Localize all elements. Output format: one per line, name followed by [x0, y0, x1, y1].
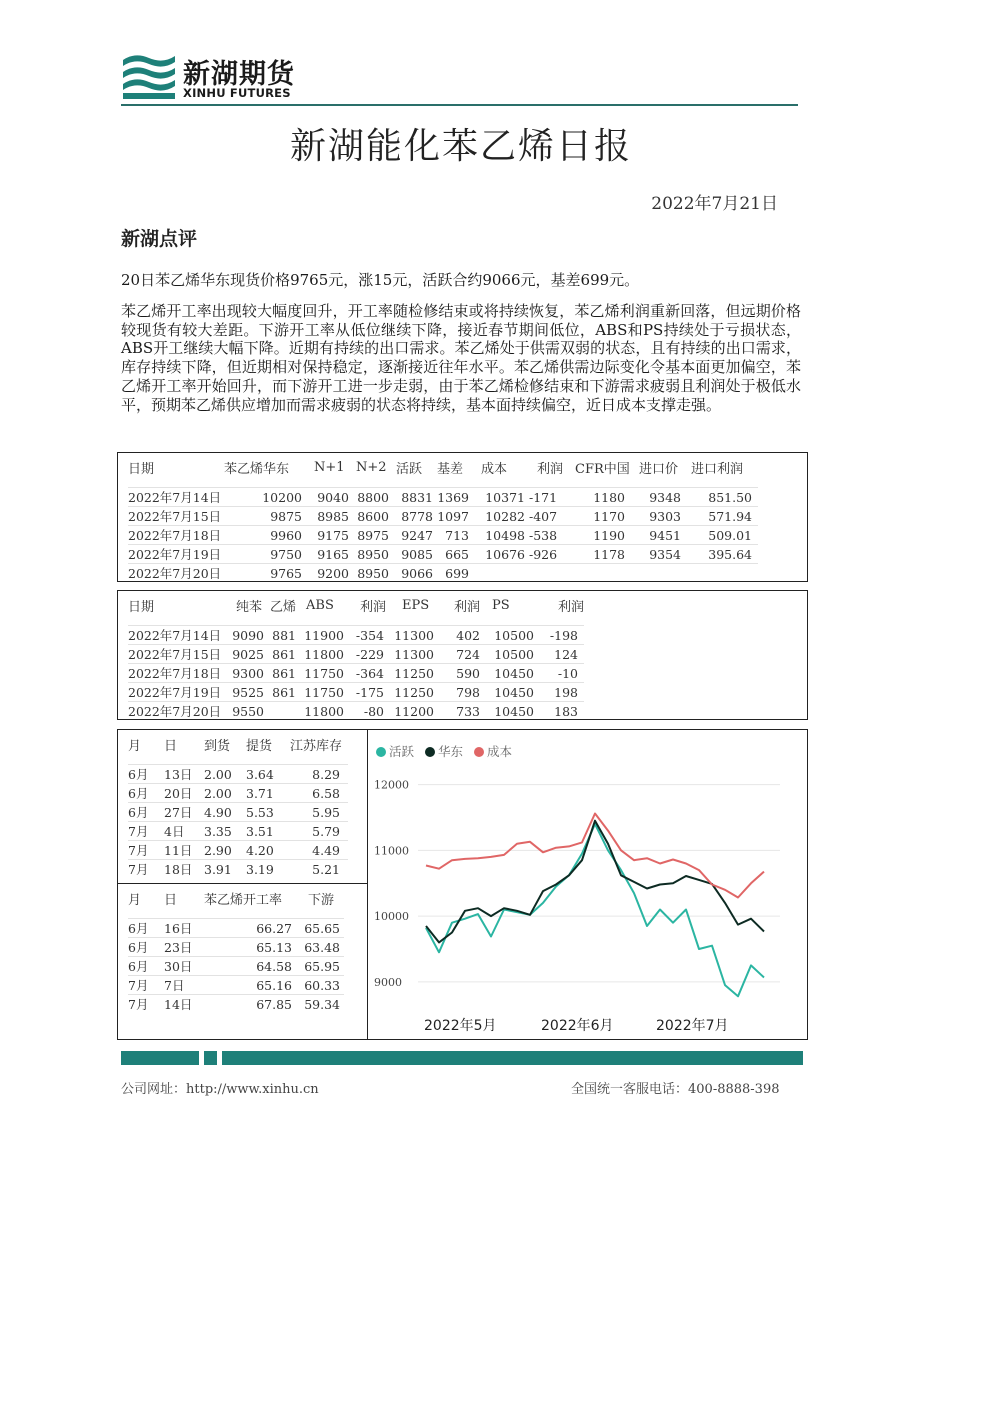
- table-cell: 851.50: [687, 488, 758, 507]
- table-row: [128, 765, 348, 784]
- table-cell: 2022年7月18日: [128, 664, 224, 683]
- table-cell: 9875: [224, 507, 308, 526]
- header-cell: 月: [128, 738, 142, 754]
- y-tick-label: 10000: [374, 910, 409, 924]
- table-cell: 11750: [302, 683, 348, 702]
- table-cell: 10371: [473, 488, 529, 507]
- table-cell: 2022年7月18日: [128, 526, 224, 545]
- table-cell: 2022年7月14日: [128, 488, 224, 507]
- table-cell: 571.94: [687, 507, 758, 526]
- table-cell: 11200: [394, 703, 434, 719]
- table-cell: 4.49: [284, 841, 348, 860]
- table-cell: 11800: [302, 645, 348, 664]
- table-cell: -364: [348, 664, 390, 683]
- header-cell: 苯乙烯华东: [224, 461, 290, 477]
- table-cell: 6月: [128, 938, 164, 957]
- table-cell: 124: [538, 645, 584, 664]
- table-cell: -198: [538, 626, 584, 645]
- table-cell: 10500: [486, 626, 538, 645]
- table-cell: 2.90: [204, 841, 246, 860]
- series-line: [426, 821, 764, 943]
- table-cell: 2.00: [204, 765, 246, 784]
- table-cell: 13日: [164, 765, 204, 784]
- table-cell: 861: [266, 664, 302, 683]
- header-cell: 利润: [360, 599, 387, 615]
- table-cell: -80: [363, 703, 384, 719]
- table-cell: 5.53: [246, 803, 284, 822]
- table-cell: [631, 564, 687, 583]
- company-logo: [121, 50, 311, 102]
- table-cell: 9550: [232, 703, 264, 719]
- table-cell: 6月: [128, 765, 164, 784]
- table-cell: 8831: [393, 488, 437, 507]
- table-cell: 713: [437, 526, 473, 545]
- legend-label: 活跃: [389, 744, 415, 759]
- operating-rate-table-header: [128, 884, 344, 912]
- table-cell: -354: [348, 626, 390, 645]
- legend-marker: [425, 747, 435, 757]
- header-cell: 纯苯: [236, 599, 263, 615]
- table-cell: 23日: [164, 938, 204, 957]
- table-cell: 8600: [353, 507, 393, 526]
- table-row: [128, 860, 348, 879]
- table-cell: [266, 702, 302, 721]
- table-cell: 27日: [164, 803, 204, 822]
- header-cell: 到货: [204, 738, 231, 754]
- table-cell: 9765: [270, 565, 302, 581]
- header-cell: 日: [164, 738, 178, 754]
- table-cell: 65.95: [300, 957, 344, 976]
- header-cell: PS: [492, 597, 510, 613]
- table-cell: 10500: [486, 645, 538, 664]
- table-cell: 2022年7月20日: [128, 704, 222, 719]
- table-cell: 7日: [164, 976, 204, 995]
- table-cell: 1170: [575, 507, 631, 526]
- table-cell: 2022年7月14日: [128, 626, 224, 645]
- table-cell: 395.64: [687, 545, 758, 564]
- table-cell: [473, 564, 529, 583]
- header-cell: 提货: [246, 738, 273, 754]
- header-cell: 江苏库存: [290, 738, 343, 754]
- table-cell: 16日: [164, 919, 204, 938]
- table-cell: 2022年7月15日: [128, 645, 224, 664]
- header-cell: 利润: [537, 461, 564, 477]
- table-cell: 60.33: [300, 976, 344, 995]
- table-cell: 9040: [308, 488, 353, 507]
- table-cell: 7月: [128, 862, 149, 877]
- table-cell: 8985: [308, 507, 353, 526]
- table-cell: 9025: [224, 645, 266, 664]
- table-cell: 14日: [164, 997, 193, 1012]
- table-row: [128, 976, 344, 995]
- table-cell: 861: [266, 645, 302, 664]
- header-cell: 利润: [558, 599, 585, 615]
- table-cell: 5.95: [284, 803, 348, 822]
- table-cell: 9525: [224, 683, 266, 702]
- table-cell: 67.85: [256, 996, 292, 1012]
- table-cell: 10498: [473, 526, 529, 545]
- table-cell: 10676: [473, 545, 529, 564]
- downstream-table-panel: [117, 590, 808, 720]
- table-cell: 9354: [631, 545, 687, 564]
- table-cell: 8800: [353, 488, 393, 507]
- table-cell: 2022年7月15日: [128, 507, 224, 526]
- table-cell: 9175: [308, 526, 353, 545]
- table-row: [128, 919, 344, 938]
- table-cell: [529, 564, 575, 583]
- header-cell: 活跃: [396, 461, 423, 477]
- table-cell: 3.64: [246, 765, 284, 784]
- table-cell: 665: [437, 545, 473, 564]
- table-cell: 699: [445, 565, 469, 581]
- table-cell: 65.13: [204, 938, 300, 957]
- table-cell: 1097: [437, 507, 473, 526]
- header-cell: ABS: [306, 597, 334, 613]
- table-cell: 798: [440, 683, 486, 702]
- table-cell: 6月: [128, 803, 164, 822]
- table-row: [128, 822, 348, 841]
- table-cell: 11300: [390, 645, 440, 664]
- table-row: [128, 626, 584, 645]
- table-cell: 66.27: [204, 919, 300, 938]
- inventory-table-header: [128, 730, 348, 758]
- table-cell: 1178: [575, 545, 631, 564]
- table-cell: -229: [348, 645, 390, 664]
- table-cell: 11800: [304, 703, 344, 719]
- header-cell: 进口利润: [691, 461, 744, 477]
- table-row: [128, 784, 348, 803]
- table-cell: 63.48: [300, 938, 344, 957]
- table-cell: 9303: [631, 507, 687, 526]
- header-cell: 进口价: [639, 461, 679, 477]
- table-cell: 9085: [393, 545, 437, 564]
- y-tick-label: 9000: [374, 975, 402, 989]
- table-cell: 11900: [302, 626, 348, 645]
- table-cell: 10450: [486, 683, 538, 702]
- table-row: [128, 526, 758, 545]
- table-cell: 9066: [401, 565, 433, 581]
- header-cell: 乙烯: [270, 599, 297, 615]
- table-cell: 8.29: [284, 765, 348, 784]
- legend-marker: [376, 747, 386, 757]
- table-cell: 7月: [128, 841, 164, 860]
- price-chart-panel: [367, 729, 808, 1040]
- table-cell: 3.19: [246, 861, 274, 877]
- table-cell: 509.01: [687, 526, 758, 545]
- table-row: [128, 957, 344, 976]
- table-cell: 10450: [486, 664, 538, 683]
- table-cell: -10: [538, 664, 584, 683]
- table-cell: 402: [440, 626, 486, 645]
- header-cell: 下游: [308, 892, 335, 908]
- table-cell: 2022年7月19日: [128, 683, 224, 702]
- table-cell: 11250: [390, 683, 440, 702]
- table-cell: 9165: [308, 545, 353, 564]
- table-cell: 4.90: [204, 803, 246, 822]
- table-cell: 8950: [357, 565, 389, 581]
- table-cell: 30日: [164, 957, 204, 976]
- price-table-header: [128, 453, 758, 481]
- table-cell: 861: [266, 683, 302, 702]
- table-cell: 9090: [224, 626, 266, 645]
- table-cell: 1369: [437, 488, 473, 507]
- price-table: [128, 453, 758, 582]
- table-cell: 590: [440, 664, 486, 683]
- table-cell: 7月: [128, 976, 164, 995]
- legend-label: 华东: [438, 744, 464, 759]
- table-cell: 9451: [631, 526, 687, 545]
- table-cell: 1180: [575, 488, 631, 507]
- table-cell: 3.35: [204, 822, 246, 841]
- table-row: [128, 841, 348, 860]
- price-line-chart: [368, 730, 806, 1038]
- downstream-table-header: [128, 591, 584, 619]
- header-rule: [121, 104, 798, 106]
- table-row: [128, 803, 348, 822]
- logo-english-name: XINHU FUTURES: [183, 86, 291, 100]
- table-cell: 11300: [390, 626, 440, 645]
- table-row: [128, 545, 758, 564]
- table-cell: -926: [529, 545, 575, 564]
- header-cell: 日: [164, 892, 178, 908]
- report-date: 2022年7月21日: [651, 194, 778, 214]
- logo-mark-icon: [121, 50, 177, 100]
- table-cell: 9348: [631, 488, 687, 507]
- price-table-panel: [117, 452, 808, 582]
- header-cell: 月: [128, 892, 142, 908]
- header-cell: 日期: [128, 461, 155, 477]
- table-row: [128, 995, 344, 1014]
- table-cell: -538: [529, 526, 575, 545]
- header-cell: N+2: [356, 459, 387, 475]
- table-cell: 9960: [224, 526, 308, 545]
- table-cell: 9750: [224, 545, 308, 564]
- section-title: 新湖点评: [121, 228, 198, 250]
- header-cell: EPS: [402, 597, 430, 613]
- summary-text: 20日苯乙烯华东现货价格9765元，涨15元，活跃合约9066元，基差699元。: [121, 271, 640, 289]
- table-cell: 881: [266, 626, 302, 645]
- table-cell: 8975: [353, 526, 393, 545]
- table-cell: 6.58: [284, 784, 348, 803]
- table-row: [128, 645, 584, 664]
- table-cell: 59.34: [304, 996, 340, 1012]
- table-cell: 64.58: [204, 957, 300, 976]
- table-cell: [575, 564, 631, 583]
- header-cell: 苯乙烯开工率: [204, 892, 283, 908]
- x-tick-label: 2022年5月: [424, 1018, 497, 1034]
- y-tick-label: 12000: [374, 778, 409, 792]
- table-row: [128, 702, 584, 721]
- table-cell: 8950: [353, 545, 393, 564]
- header-cell: 基差: [437, 461, 464, 477]
- header-cell: CFR中国: [575, 461, 630, 477]
- table-row: [128, 564, 758, 583]
- table-cell: 10450: [494, 703, 534, 719]
- table-cell: 2.00: [204, 784, 246, 803]
- table-cell: 6月: [128, 919, 164, 938]
- table-cell: 20日: [164, 784, 204, 803]
- logo-chinese-name: 新湖期货: [183, 59, 295, 90]
- table-cell: 9300: [224, 664, 266, 683]
- table-cell: 3.91: [204, 861, 232, 877]
- legend-label: 成本: [487, 744, 513, 759]
- table-cell: 6月: [128, 784, 164, 803]
- table-cell: -171: [529, 488, 575, 507]
- table-cell: 198: [538, 683, 584, 702]
- inventory-table-panel: [117, 729, 369, 884]
- table-cell: 65.65: [300, 919, 344, 938]
- analysis-text: 苯乙烯开工率出现较大幅度回升，开工率随检修结束或将持续恢复，苯乙烯利润重新回落，但远期价格较现货有较大差距。下游开工率从低位继续下降，接近春节期间低位，ABS和PS持续处于亏损状态，ABS开工继续大幅下降。近期有持续的出口需求。苯乙烯处于供需双弱的状态，且有持续的出口需求，库存持续下降，但近期相对保持稳定，逐渐接近往年水平。苯乙烯供需边际变化令基本面更加偏空，苯乙烯开工率开始回升，而下游开工进一步走弱，由于苯乙烯检修结束和下游需求疲弱且利润处于极低水平，预期苯乙烯供应增加而需求疲弱的状态将持续，基本面持续偏空，近日成本支撑走强。: [121, 302, 801, 414]
- table-cell: -407: [529, 507, 575, 526]
- table-cell: 2022年7月20日: [128, 566, 222, 581]
- operating-rate-table: [128, 884, 344, 1013]
- header-cell: 日期: [128, 599, 155, 615]
- downstream-table: [128, 591, 584, 720]
- table-cell: 1190: [575, 526, 631, 545]
- table-row: [128, 507, 758, 526]
- table-cell: 11750: [302, 664, 348, 683]
- header-cell: 利润: [454, 599, 481, 615]
- table-cell: 2022年7月19日: [128, 545, 224, 564]
- table-cell: 10200: [224, 488, 308, 507]
- header-cell: N+1: [314, 459, 345, 475]
- table-cell: [687, 564, 758, 583]
- x-tick-label: 2022年7月: [656, 1018, 729, 1034]
- table-cell: 4.20: [246, 841, 284, 860]
- table-cell: 11日: [164, 841, 204, 860]
- table-cell: 9247: [393, 526, 437, 545]
- table-cell: 3.71: [246, 784, 284, 803]
- table-row: [128, 938, 344, 957]
- table-cell: 3.51: [246, 822, 284, 841]
- report-title: 新湖能化苯乙烯日报: [289, 126, 632, 167]
- y-tick-label: 11000: [374, 844, 409, 858]
- table-cell: 65.16: [204, 976, 300, 995]
- table-cell: 5.79: [284, 822, 348, 841]
- footer-hotline: 全国统一客服电话：400-8888-398: [571, 1082, 780, 1097]
- table-cell: 4日: [164, 822, 204, 841]
- table-row: [128, 488, 758, 507]
- x-tick-label: 2022年6月: [541, 1018, 614, 1034]
- table-row: [128, 664, 584, 683]
- legend-marker: [474, 747, 484, 757]
- inventory-table: [128, 730, 348, 878]
- header-cell: 成本: [481, 461, 508, 477]
- table-cell: 7月: [128, 822, 164, 841]
- table-cell: 183: [554, 703, 579, 719]
- table-cell: 11250: [390, 664, 440, 683]
- table-cell: 7月: [128, 997, 149, 1012]
- table-cell: 18日: [164, 862, 193, 877]
- table-cell: 9200: [317, 565, 349, 581]
- footer-bar: [121, 1051, 803, 1065]
- table-cell: 733: [456, 703, 480, 719]
- table-cell: 6月: [128, 957, 164, 976]
- table-cell: 724: [440, 645, 486, 664]
- operating-rate-table-panel: [117, 883, 369, 1040]
- table-cell: -175: [348, 683, 390, 702]
- table-cell: 5.21: [312, 861, 340, 877]
- table-cell: 10282: [473, 507, 529, 526]
- footer-website: 公司网址：http://www.xinhu.cn: [121, 1082, 319, 1097]
- table-cell: 8778: [393, 507, 437, 526]
- table-row: [128, 683, 584, 702]
